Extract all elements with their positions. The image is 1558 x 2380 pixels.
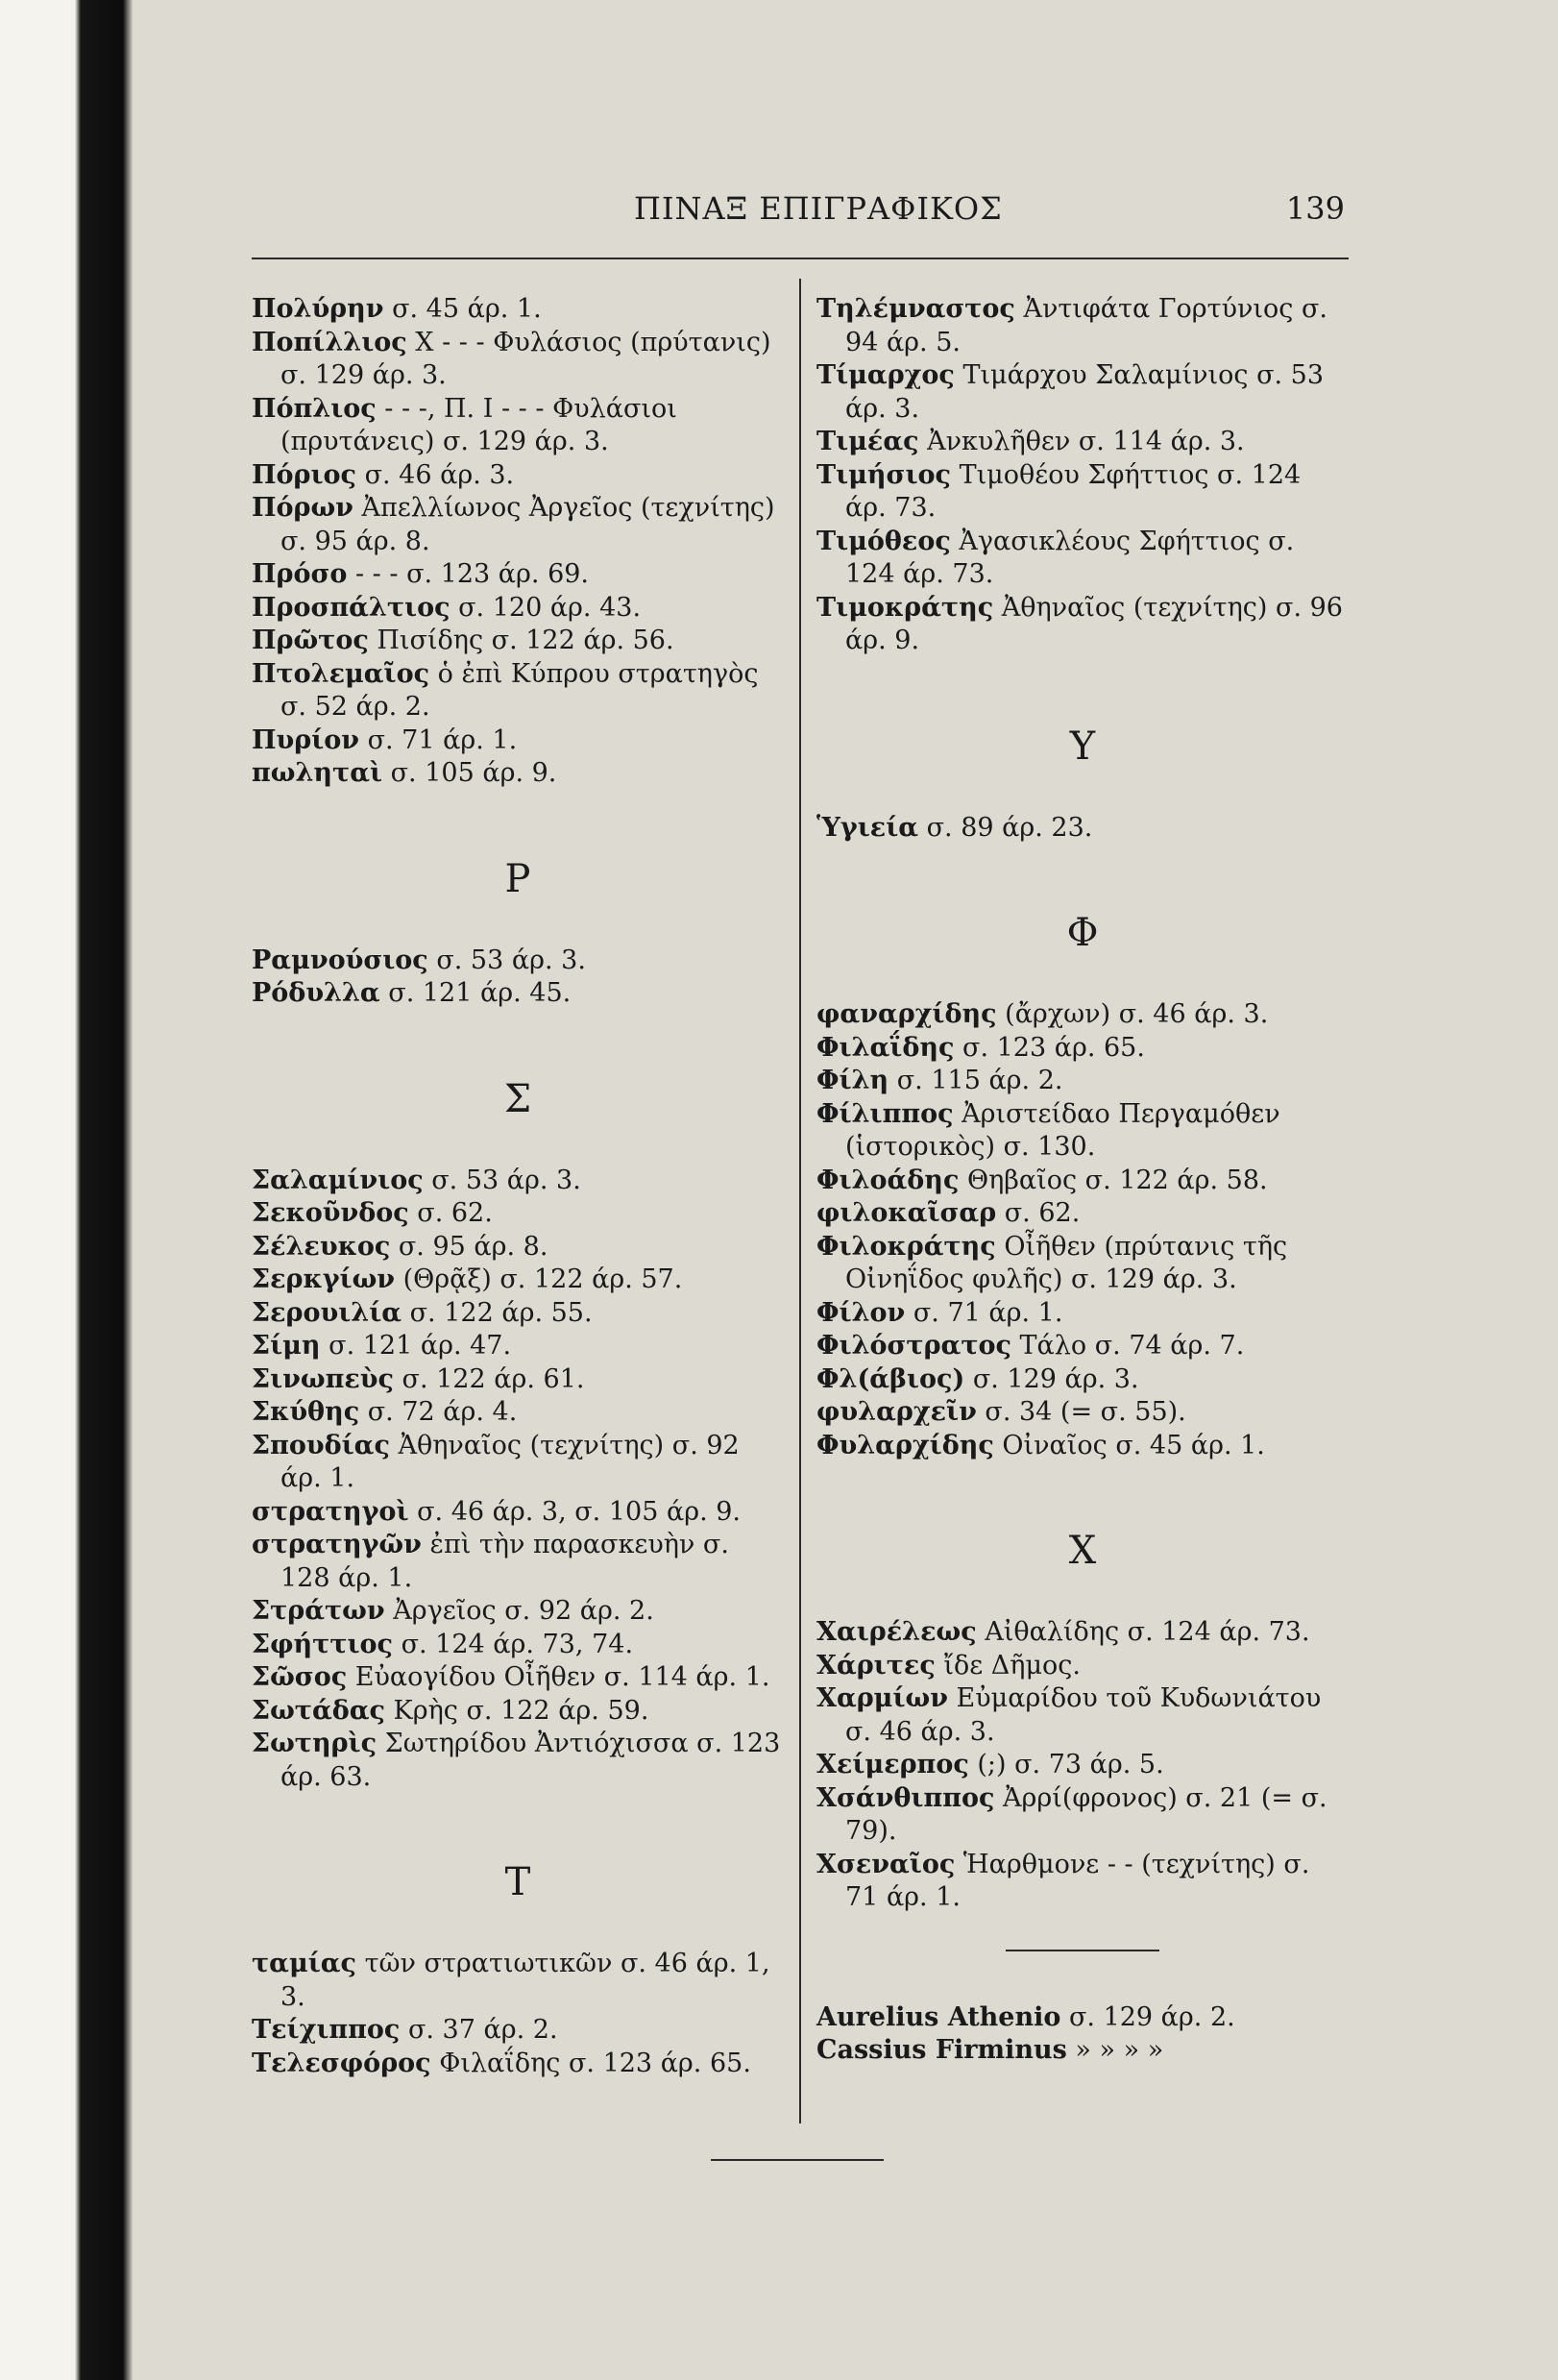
index-entry: [816, 1616, 1349, 1650]
index-entry-reference: σ. 46 άρ. 3, σ. 105 άρ. 9.: [408, 1496, 741, 1527]
index-column-right: [816, 293, 1349, 2068]
section-letter-heading: Υ: [1069, 724, 1096, 769]
index-entry-reference: σ. 71 άρ. 1.: [359, 724, 518, 755]
index-entry: [252, 1231, 784, 1264]
index-entry: [252, 945, 784, 978]
index-entry-headword: Χσάνθιππος: [816, 1782, 995, 1813]
index-entry-reference: σ. 129 άρ. 2.: [1060, 2001, 1235, 2032]
index-entry: [252, 1728, 784, 1794]
index-entry-reference: σ. 37 άρ. 2.: [400, 2015, 558, 2045]
index-entry: [252, 327, 784, 393]
index-entry-headword: Σεκοῦνδος: [252, 1198, 409, 1228]
index-entry: [252, 1264, 784, 1297]
index-entry-reference: (ἄρχων) σ. 46 άρ. 3.: [996, 999, 1269, 1029]
index-entry: [252, 1695, 784, 1729]
index-entry-reference: σ. 89 άρ. 23.: [918, 812, 1093, 843]
index-entry-reference: σ. 53 άρ. 3.: [427, 945, 586, 975]
index-entry-headword: Σερουιλία: [252, 1297, 402, 1328]
index-entry-headword: Τείχιππος: [252, 2015, 401, 2045]
index-entry-reference: Ἀριστείδαο Περγαμόθεν (ἱστορικὸς) σ. 130.: [845, 1098, 1280, 1162]
index-entry-reference: σ. 62.: [996, 1198, 1081, 1228]
index-entry-headword: Τίμαρχος: [816, 360, 955, 390]
index-entry-headword: Σέλευκος: [252, 1231, 391, 1262]
index-entry: [252, 1363, 784, 1397]
index-entry: [252, 293, 784, 327]
index-entry: [252, 492, 784, 558]
index-entry: [816, 1197, 1349, 1231]
index-entry-headword: Φίλιππος: [816, 1098, 954, 1129]
index-entry-reference: Οἰναῖος σ. 45 άρ. 1.: [993, 1430, 1265, 1460]
index-entry: [252, 757, 784, 791]
index-entry: [252, 1430, 784, 1496]
index-entry-headword: Σωτηρὶς: [252, 1729, 377, 1758]
footer-rule: [711, 2159, 884, 2161]
index-entry: [816, 459, 1349, 526]
index-entry: [252, 625, 784, 658]
index-entry-reference: Τιμάρχου Σαλαμίνιος σ. 53 άρ. 3.: [845, 360, 1325, 424]
index-entry-reference: Ἀθηναῖος (τεχνίτης) σ. 96 άρ. 9.: [845, 592, 1343, 655]
page-title: ΠΙΝΑΞ ΕΠΙΓΡΑΦΙΚΟΣ: [634, 190, 1003, 227]
index-entry: [816, 1682, 1349, 1749]
index-entry-reference: σ. 71 άρ. 1.: [905, 1297, 1063, 1328]
index-entry-headword: Προσπάλτιος: [252, 592, 450, 623]
index-entry: [816, 592, 1349, 658]
index-entry-headword: Φιλαΐδης: [816, 1032, 955, 1063]
index-entry: [252, 724, 784, 758]
header-rule: [252, 258, 1349, 259]
index-entry-reference: Θηβαῖος σ. 122 άρ. 58.: [959, 1165, 1268, 1195]
index-entry-headword: Φιλοκράτης: [816, 1231, 996, 1262]
index-entry: [816, 1396, 1349, 1430]
index-entry-reference: Κρὴς σ. 122 άρ. 59.: [384, 1695, 649, 1726]
index-entry-headword: Cassius Firminus: [816, 2035, 1067, 2065]
index-entry-reference: σ. 122 άρ. 61.: [393, 1363, 585, 1394]
index-entry-reference: Τιμοθέου Σφήττιος σ. 124 άρ. 73.: [845, 459, 1302, 523]
index-entry-reference: σ. 129 άρ. 3.: [964, 1363, 1139, 1394]
index-entry-reference: Πισίδης σ. 122 άρ. 56.: [368, 626, 674, 655]
index-entry: [252, 393, 784, 459]
index-entry: [816, 998, 1349, 1032]
index-entry: [252, 1595, 784, 1629]
index-entry-headword: Σινωπεὺς: [252, 1363, 394, 1394]
index-entry-headword: Χσεναῖος: [816, 1849, 956, 1879]
index-entry: [252, 558, 784, 592]
index-entry-headword: Φίλον: [816, 1297, 906, 1328]
index-entry-headword: Πτολεμαῖος: [252, 658, 430, 689]
index-entry-headword: Πρόσο: [252, 559, 348, 589]
index-entry: [816, 1430, 1349, 1463]
index-entry-reference: σ. 72 άρ. 4.: [359, 1397, 518, 1427]
index-entry-reference: σ. 95 άρ. 8.: [390, 1231, 548, 1262]
index-entry: [252, 1496, 784, 1530]
index-entry-headword: Στράτων: [252, 1596, 385, 1626]
index-entry-headword: Χαρμίων: [816, 1683, 948, 1713]
index-entry: [816, 1363, 1349, 1397]
index-entry: [252, 1629, 784, 1662]
index-entry-reference: Ἀπελλίωνος Ἀργεῖος (τεχνίτης) σ. 95 άρ. 8.: [280, 493, 775, 556]
index-entry-headword: Τιμήσιος: [816, 459, 951, 490]
index-entry-reference: Οἶῆθεν (πρύτανις τῆς Οἰνηΐδος φυλῆς) σ. 129 άρ. 3.: [845, 1231, 1288, 1294]
index-entry-reference: » » » »: [1066, 2035, 1164, 2065]
index-entry: [816, 1849, 1349, 1915]
index-entry: [252, 459, 784, 493]
index-column-left: [252, 293, 784, 2080]
index-entry: [252, 1529, 784, 1595]
index-entry-reference: σ. 120 άρ. 43.: [450, 592, 642, 623]
index-entry-reference: σ. 62.: [408, 1198, 493, 1228]
index-entry-headword: Σίμη: [252, 1331, 321, 1361]
index-entry: [816, 1330, 1349, 1363]
index-entry: [252, 1948, 784, 2014]
index-entry: [252, 1165, 784, 1198]
index-entry-reference: ἐπὶ τὴν παρασκευὴν σ. 128 άρ. 1.: [280, 1530, 729, 1593]
index-entry: [816, 1650, 1349, 1683]
index-entry-headword: Σφήττιος: [252, 1629, 393, 1659]
index-entry-headword: Τελεσφόρος: [252, 2048, 431, 2078]
index-entry-reference: τῶν στρατιωτικῶν σ. 46 άρ. 1, 3.: [280, 1949, 770, 2012]
index-entry-headword: φιλοκαῖσαρ: [816, 1198, 997, 1228]
index-entry-reference: σ. 121 άρ. 47.: [320, 1331, 512, 1361]
section-letter-heading: Σ: [503, 1076, 532, 1121]
section-rule: [1006, 1950, 1159, 1951]
index-entry-reference: σ. 121 άρ. 45.: [379, 978, 572, 1008]
index-entry-reference: Ἡαρθμονε - - (τεχνίτης) σ. 71 άρ. 1.: [845, 1849, 1310, 1912]
index-entry-headword: Φιλόστρατος: [816, 1331, 1011, 1361]
index-entry-headword: Σπουδίας: [252, 1430, 390, 1460]
index-entry-reference: σ. 115 άρ. 2.: [889, 1066, 1063, 1095]
index-entry-reference: Εὐμαρίδου τοῦ Κυδωνιάτου σ. 46 άρ. 3.: [845, 1683, 1322, 1747]
index-entry-headword: Φυλαρχίδης: [816, 1430, 994, 1460]
index-entry: [816, 812, 1349, 846]
index-entry-headword: Τιμόθεος: [816, 526, 951, 556]
index-entry: [252, 2048, 784, 2081]
index-entry: [252, 1197, 784, 1231]
index-entry: [816, 2034, 1349, 2068]
section-letter-heading: Φ: [1066, 911, 1099, 955]
index-entry-reference: - - - σ. 123 άρ. 69.: [347, 559, 590, 589]
index-entry-headword: Χαιρέλεως: [816, 1617, 977, 1647]
index-entry-headword: φυλαρχεῖν: [816, 1397, 977, 1427]
index-entry-reference: Ἀντιφάτα Γορτύνιος σ. 94 άρ. 5.: [845, 294, 1327, 357]
index-entry-reference: Χ - - - Φυλάσιος (πρύτανις) σ. 129 άρ. 3.: [280, 327, 771, 390]
index-entry-reference: Ἀνκυλῆθεν σ. 114 άρ. 3.: [918, 427, 1245, 456]
index-entry-reference: Αἰθαλίδης σ. 124 άρ. 73.: [976, 1617, 1310, 1647]
index-entry-headword: Ὑγιεία: [816, 812, 919, 843]
index-entry-reference: Ἀρρί(φρονος) σ. 21 (= σ. 79).: [845, 1782, 1327, 1846]
index-entry-reference: (;) σ. 73 άρ. 5.: [968, 1750, 1164, 1779]
index-entry-headword: Πόπλιος: [252, 393, 377, 424]
index-entry: [816, 1065, 1349, 1098]
index-entry-reference: ἴδε Δῆμος.: [935, 1650, 1081, 1681]
index-entry: [816, 1782, 1349, 1849]
page-number: 139: [1285, 190, 1345, 227]
index-entry: [252, 977, 784, 1011]
index-entry-reference: σ. 123 άρ. 65.: [954, 1032, 1145, 1063]
index-entry-headword: Χείμερπος: [816, 1750, 969, 1779]
index-entry-reference: ὁ ἐπὶ Κύπρου στρατηγὸς σ. 52 άρ. 2.: [280, 658, 759, 722]
index-entry: [816, 293, 1349, 359]
index-entry: [816, 1749, 1349, 1782]
index-entry-headword: Ρόδυλλα: [252, 978, 380, 1008]
index-entry: [816, 1297, 1349, 1331]
index-entry: [816, 426, 1349, 459]
index-entry-reference: Εὐαογίδου Οἶῆθεν σ. 114 άρ. 1.: [347, 1662, 770, 1692]
index-entry-headword: Τηλέμναστος: [816, 294, 1015, 324]
section-letter-heading: Ρ: [504, 856, 531, 901]
index-entry-headword: Aurelius Athenio: [816, 2001, 1061, 2032]
index-entry-headword: φαναρχίδης: [816, 999, 997, 1029]
index-entry-headword: Σερκγίων: [252, 1264, 396, 1294]
index-entry: [252, 1661, 784, 1695]
index-entry-headword: Φιλοάδης: [816, 1165, 960, 1195]
book-binding-edge: [0, 0, 133, 2380]
index-entry: [252, 1330, 784, 1363]
index-entry-headword: Σκύθης: [252, 1397, 360, 1427]
index-entry-headword: Πόρων: [252, 493, 353, 523]
index-entry-reference: Ἀθηναῖος (τεχνίτης) σ. 92 άρ. 1.: [280, 1430, 740, 1493]
index-entry: [252, 1297, 784, 1331]
index-entry-reference: Τάλο σ. 74 άρ. 7.: [1010, 1331, 1245, 1361]
section-letter-heading: Τ: [504, 1860, 531, 1904]
index-entry-headword: ταμίας: [252, 1949, 356, 1978]
index-entry-headword: πωληταὶ: [252, 758, 383, 788]
index-entry-headword: Τιμέας: [816, 427, 919, 456]
index-entry-reference: σ. 105 άρ. 9.: [382, 758, 557, 788]
index-entry-headword: Ραμνούσιος: [252, 945, 428, 975]
index-entry-headword: Πόριος: [252, 459, 356, 490]
index-entry-headword: Ποπίλλιος: [252, 327, 407, 357]
index-entry: [816, 1098, 1349, 1165]
section-letter-heading: Χ: [1068, 1529, 1097, 1573]
index-entry-reference: Σωτηρίδου Ἀντιόχισσα σ. 123 άρ. 63.: [280, 1729, 781, 1792]
index-entry-reference: σ. 45 άρ. 1.: [383, 294, 542, 324]
index-entry-headword: Φλ(άβιος): [816, 1363, 965, 1394]
index-entry-reference: Ἀργεῖος σ. 92 άρ. 2.: [384, 1596, 654, 1626]
index-entry-headword: Τιμοκράτης: [816, 592, 994, 623]
index-entry-headword: Πυρίον: [252, 724, 359, 755]
index-entry-headword: στρατηγοὶ: [252, 1496, 409, 1527]
index-entry: [816, 1032, 1349, 1066]
index-entry-reference: σ. 46 άρ. 3.: [355, 459, 515, 490]
index-entry-headword: Σῶσος: [252, 1662, 348, 1692]
index-entry-headword: στρατηγῶν: [252, 1530, 422, 1559]
index-entry: [252, 658, 784, 724]
index-entry-headword: Χάριτες: [816, 1650, 936, 1681]
index-entry-reference: σ. 53 άρ. 3.: [423, 1165, 581, 1195]
index-entry-headword: Πολύρην: [252, 294, 384, 324]
index-entry-headword: Φίλη: [816, 1066, 889, 1095]
index-entry-reference: - - -, Π. Ι - - - Φυλάσιοι (πρυτάνεις) σ. 129 άρ. 3.: [280, 393, 677, 456]
index-entry: [816, 359, 1349, 426]
index-entry: [816, 2001, 1349, 2035]
index-entry: [252, 1396, 784, 1430]
index-entry: [816, 526, 1349, 592]
column-divider: [799, 279, 801, 2123]
index-entry-reference: Φιλαΐδης σ. 123 άρ. 65.: [430, 2048, 751, 2078]
index-entry-headword: Πρῶτος: [252, 626, 369, 655]
index-entry: [252, 592, 784, 626]
index-entry: [816, 1231, 1349, 1297]
index-entry-reference: σ. 34 (= σ. 55).: [976, 1397, 1186, 1427]
index-entry: [816, 1165, 1349, 1198]
index-entry-reference: σ. 124 άρ. 73, 74.: [393, 1629, 634, 1659]
index-entry-reference: (Θρᾷξ) σ. 122 άρ. 57.: [395, 1264, 683, 1294]
index-entry-headword: Σαλαμίνιος: [252, 1165, 424, 1195]
index-entry-headword: Σωτάδας: [252, 1695, 385, 1726]
index-entry-reference: Ἀγασικλέους Σφήττιος σ. 124 άρ. 73.: [845, 526, 1295, 589]
index-entry-reference: σ. 122 άρ. 55.: [402, 1297, 593, 1328]
index-entry: [252, 2014, 784, 2048]
